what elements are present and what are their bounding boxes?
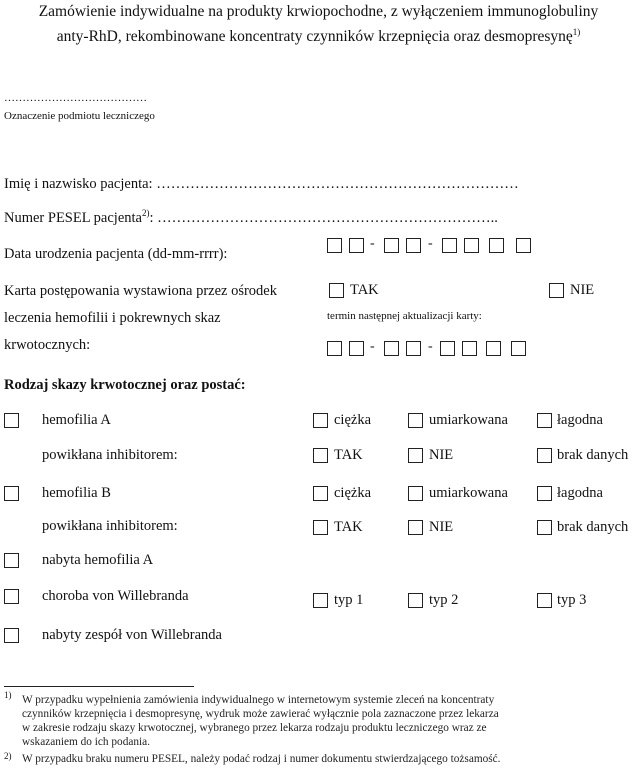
vwd-type1-checkbox[interactable] bbox=[313, 593, 328, 608]
update-day-1-box[interactable] bbox=[327, 341, 342, 356]
update-year-3-box[interactable] bbox=[486, 341, 501, 356]
hemofilia-b-label: hemofilia B bbox=[42, 485, 111, 501]
hemofilia-a-inhibitor-no-checkbox[interactable] bbox=[408, 448, 423, 463]
update-month-1-box[interactable] bbox=[384, 341, 399, 356]
hemofilia-a-moderate-label: umiarkowana bbox=[429, 412, 508, 428]
section-heading: Rodzaj skazy krwotocznej oraz postać: bbox=[4, 377, 246, 393]
hemofilia-b-inhibitor-nodata-checkbox[interactable] bbox=[537, 520, 552, 535]
card-yes-label: TAK bbox=[350, 282, 379, 298]
birth-day-2-box[interactable] bbox=[349, 238, 364, 253]
footnote-ref-2: 2) bbox=[141, 208, 150, 218]
footnote-1-line-3: w zakresie rodzaju skazy krwotocznej, wybranego przez lekarza rodzaju produktu leczniczego wraz ze bbox=[22, 722, 487, 734]
vwd-type2-label: typ 2 bbox=[429, 592, 459, 608]
hemofilia-a-severe-checkbox[interactable] bbox=[313, 413, 328, 428]
hemofilia-a-moderate-checkbox[interactable] bbox=[408, 413, 423, 428]
birth-month-2-box[interactable] bbox=[406, 238, 421, 253]
acquired-vwd-checkbox[interactable] bbox=[4, 628, 19, 643]
hemofilia-a-mild-label: łagodna bbox=[557, 412, 603, 428]
hemofilia-a-inhibitor-no-label: NIE bbox=[429, 447, 454, 463]
update-year-1-box[interactable] bbox=[440, 341, 455, 356]
patient-pesel-field[interactable]: …………………………………………………………….. bbox=[157, 209, 498, 226]
card-label-line-2: leczenia hemofilii i pokrewnych skaz bbox=[4, 310, 221, 326]
update-dash-1: - bbox=[370, 339, 375, 354]
footnote-1-line-2: czynników krzepnięcia i desmopresynę, wydruk może zawierać wyłącznie pola zaznaczone przez lekarza bbox=[22, 708, 499, 720]
acquired-vwd-label: nabyty zespół von Willebranda bbox=[42, 627, 222, 643]
hemofilia-a-mild-checkbox[interactable] bbox=[537, 413, 552, 428]
patient-name-field[interactable]: ………………………………………………………………… bbox=[156, 176, 519, 192]
hemofilia-b-severe-label: ciężka bbox=[334, 485, 372, 501]
hemofilia-b-mild-checkbox[interactable] bbox=[537, 486, 552, 501]
birth-day-1-box[interactable] bbox=[327, 238, 342, 253]
footnote-2-mark: 2) bbox=[4, 751, 12, 761]
patient-name-label: Imię i nazwisko pacjenta: bbox=[4, 176, 153, 192]
footnote-1-line-1: W przypadku wypełnienia zamówienia indywidualnego w internetowym systemie zleceń na koncentraty bbox=[22, 694, 495, 706]
footnote-ref-1: 1) bbox=[572, 27, 581, 37]
birth-year-3-box[interactable] bbox=[489, 238, 504, 253]
patient-pesel-colon: : bbox=[149, 209, 154, 226]
hemofilia-b-checkbox[interactable] bbox=[4, 486, 19, 501]
hemofilia-a-inhibitor-nodata-checkbox[interactable] bbox=[537, 448, 552, 463]
footnote-separator bbox=[4, 686, 194, 687]
vwd-type2-checkbox[interactable] bbox=[408, 593, 423, 608]
update-dash-2: - bbox=[428, 339, 433, 354]
birth-dash-2: - bbox=[428, 236, 433, 251]
hemofilia-b-inhibitor-no-checkbox[interactable] bbox=[408, 520, 423, 535]
hemofilia-b-moderate-checkbox[interactable] bbox=[408, 486, 423, 501]
card-next-update-label: termin następnej aktualizacji karty: bbox=[327, 310, 482, 322]
birth-year-4-box[interactable] bbox=[516, 238, 531, 253]
acquired-hemofilia-a-label: nabyta hemofilia A bbox=[42, 552, 154, 568]
vwd-type3-label: typ 3 bbox=[557, 592, 587, 608]
patient-pesel-label: Numer PESEL pacjenta bbox=[4, 209, 142, 226]
update-day-2-box[interactable] bbox=[349, 341, 364, 356]
vwd-type1-label: typ 1 bbox=[334, 592, 364, 608]
birth-year-1-box[interactable] bbox=[442, 238, 457, 253]
hemofilia-a-checkbox[interactable] bbox=[4, 413, 19, 428]
footnote-1-line-4: wskazaniem do ich podania. bbox=[22, 736, 150, 748]
footnote-1-mark: 1) bbox=[4, 690, 12, 700]
entity-label: Oznaczenie podmiotu leczniczego bbox=[4, 110, 155, 122]
update-month-2-box[interactable] bbox=[406, 341, 421, 356]
hemofilia-b-inhibitor-label: powikłana inhibitorem: bbox=[42, 518, 178, 534]
hemofilia-b-inhibitor-yes-checkbox[interactable] bbox=[313, 520, 328, 535]
vwd-checkbox[interactable] bbox=[4, 589, 19, 604]
vwd-type3-checkbox[interactable] bbox=[537, 593, 552, 608]
hemofilia-b-severe-checkbox[interactable] bbox=[313, 486, 328, 501]
acquired-hemofilia-a-checkbox[interactable] bbox=[4, 553, 19, 568]
patient-pesel-row bbox=[4, 208, 498, 227]
card-no-label: NIE bbox=[570, 282, 595, 298]
hemofilia-a-label: hemofilia A bbox=[42, 412, 111, 428]
birth-dash-1: - bbox=[370, 236, 375, 251]
card-yes-checkbox[interactable] bbox=[329, 283, 344, 298]
patient-birth-label: Data urodzenia pacjenta (dd-mm-rrrr): bbox=[4, 246, 228, 262]
birth-year-2-box[interactable] bbox=[464, 238, 479, 253]
hemofilia-b-inhibitor-nodata-label: brak danych bbox=[557, 519, 629, 535]
hemofilia-a-inhibitor-yes-label: TAK bbox=[334, 447, 363, 463]
footnote-2-line-1: W przypadku braku numeru PESEL, należy podać rodzaj i numer dokumentu stwierdzającego tożsamość. bbox=[22, 753, 501, 765]
update-year-2-box[interactable] bbox=[462, 341, 477, 356]
form-title-line-2 bbox=[0, 22, 637, 47]
hemofilia-b-inhibitor-no-label: NIE bbox=[429, 519, 454, 535]
hemofilia-a-inhibitor-nodata-label: brak danych bbox=[557, 447, 629, 463]
card-no-checkbox[interactable] bbox=[549, 283, 564, 298]
hemofilia-b-inhibitor-yes-label: TAK bbox=[334, 519, 363, 535]
card-label-line-1: Karta postępowania wystawiona przez ośrodek bbox=[4, 283, 277, 299]
hemofilia-a-inhibitor-label: powikłana inhibitorem: bbox=[42, 447, 178, 463]
card-label-line-3: krwotocznych: bbox=[4, 337, 91, 353]
hemofilia-a-inhibitor-yes-checkbox[interactable] bbox=[313, 448, 328, 463]
birth-month-1-box[interactable] bbox=[384, 238, 399, 253]
form-title-text: anty-RhD, rekombinowane koncentraty czynników krzepnięcia oraz desmopresynę bbox=[56, 28, 573, 46]
form-title-line-1: Zamówienie indywidualne na produkty krwiopochodne, z wyłączeniem immunoglobuliny bbox=[38, 3, 599, 20]
update-year-4-box[interactable] bbox=[511, 341, 526, 356]
entity-dots[interactable]: ………………………………… bbox=[4, 92, 147, 104]
vwd-label: choroba von Willebranda bbox=[42, 588, 189, 604]
hemofilia-b-mild-label: łagodna bbox=[557, 485, 603, 501]
hemofilia-a-severe-label: ciężka bbox=[334, 412, 372, 428]
patient-name-row bbox=[4, 176, 519, 193]
hemofilia-b-moderate-label: umiarkowana bbox=[429, 485, 508, 501]
